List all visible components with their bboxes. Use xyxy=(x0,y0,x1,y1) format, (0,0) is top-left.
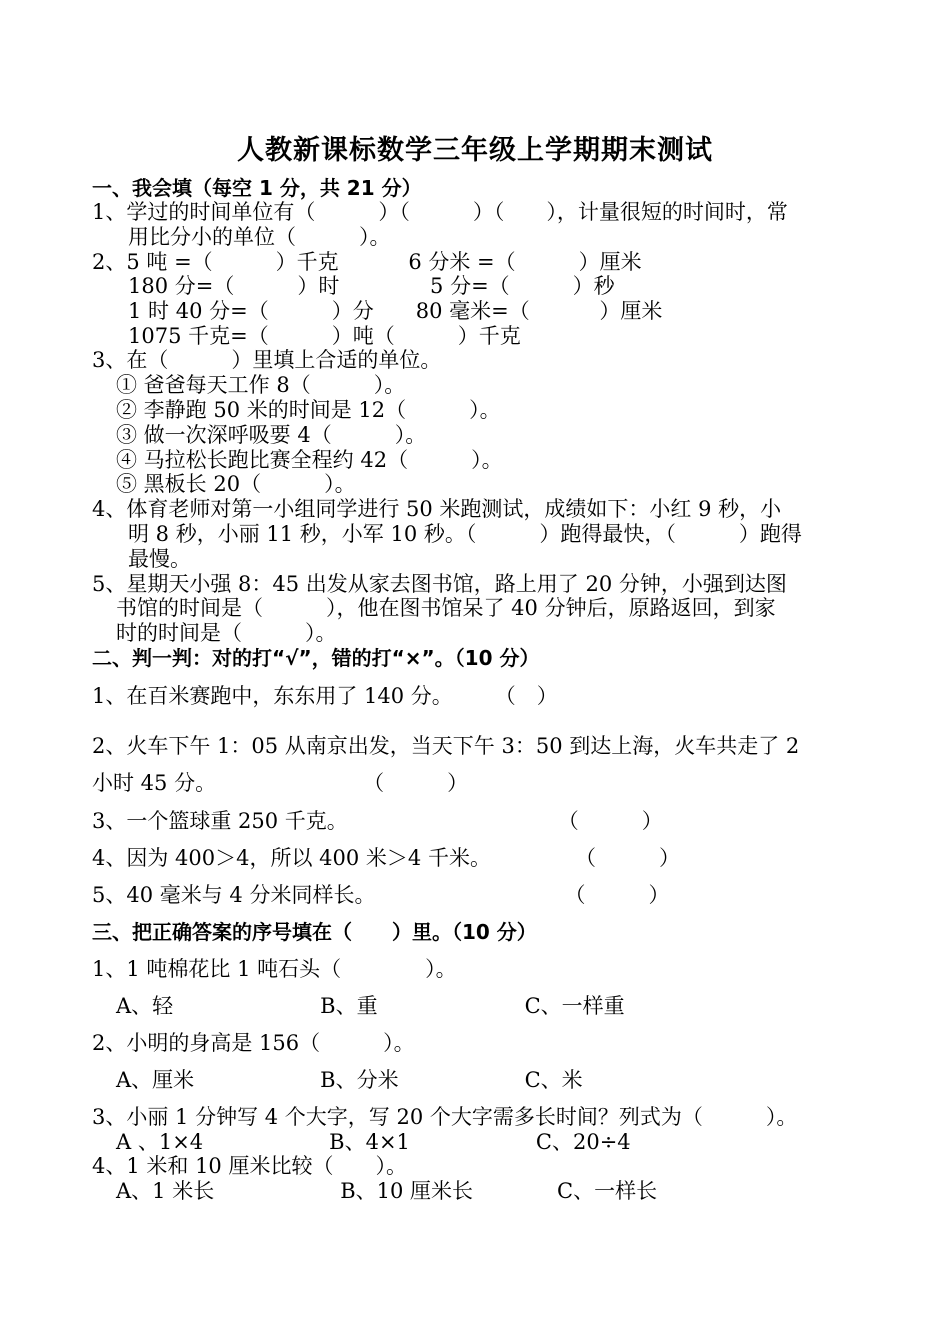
question-line: ② 李静跑 50 米的时间是 12（ ）。 xyxy=(116,398,501,422)
section-heading: 一、我会填（每空 1 分，共 21 分） xyxy=(92,176,422,200)
question-line: 4、1 米和 10 厘米比较（ ）。 xyxy=(92,1154,407,1178)
question-line: 5、星期天小强 8：45 出发从家去图书馆，路上用了 20 分钟，小强到达图 xyxy=(92,572,787,596)
question-line: 小时 45 分。 （ ） xyxy=(92,771,469,795)
section-heading: 三、把正确答案的序号填在（ ）里。（10 分） xyxy=(92,920,537,944)
question-line: 1、学过的时间单位有（ ）（ ）（ ），计量很短的时间时，常 xyxy=(92,200,788,224)
question-line: 4、因为 400＞4，所以 400 米＞4 千米。 （ ） xyxy=(92,846,680,870)
question-line: 明 8 秒，小丽 11 秒，小军 10 秒。（ ）跑得最快，（ ）跑得 xyxy=(128,522,802,546)
question-line: 用比分小的单位（ ）。 xyxy=(128,225,391,249)
question-line: A、厘米 B、分米 C、米 xyxy=(116,1068,583,1092)
question-line: 3、在（ ）里填上合适的单位。 xyxy=(92,348,442,372)
question-line: 3、小丽 1 分钟写 4 个大字，写 20 个大字需多长时间？列式为（ ）。 xyxy=(92,1105,798,1129)
question-line: 1、1 吨棉花比 1 吨石头（ ）。 xyxy=(92,957,457,981)
question-line: 3、一个篮球重 250 千克。 （ ） xyxy=(92,809,663,833)
question-line: 1075 千克=（ ）吨（ ）千克 xyxy=(128,324,521,348)
question-line: 1、在百米赛跑中，东东用了 140 分。 （ ） xyxy=(92,684,558,708)
question-line: ① 爸爸每天工作 8（ ）。 xyxy=(116,373,406,397)
question-line: 时的时间是（ ）。 xyxy=(116,621,337,645)
section-heading: 二、判一判：对的打“√”，错的打“×”。（10 分） xyxy=(92,646,540,670)
question-line: 最慢。 xyxy=(128,547,191,571)
question-line: 书馆的时间是（ ），他在图书馆呆了 40 分钟后，原路返回，到家 xyxy=(116,596,776,620)
question-line: 180 分=（ ）时 5 分=（ ）秒 xyxy=(128,274,615,298)
question-line: 2、5 吨 =（ ）千克 6 分米 =（ ）厘米 xyxy=(92,250,642,274)
question-line: 2、小明的身高是 156（ ）。 xyxy=(92,1031,415,1055)
page-title: 人教新课标数学三年级上学期期末测试 xyxy=(237,135,713,166)
question-line: 1 时 40 分=（ ）分 80 毫米=（ ）厘米 xyxy=(128,299,663,323)
question-line: 4、体育老师对第一小组同学进行 50 米跑测试，成绩如下：小红 9 秒，小 xyxy=(92,497,782,521)
question-line: A 、1×4 B、4×1 C、20÷4 xyxy=(116,1130,631,1154)
question-line: 5、40 毫米与 4 分米同样长。 （ ） xyxy=(92,883,670,907)
question-line: A、轻 B、重 C、一样重 xyxy=(116,994,625,1018)
question-line: 2、火车下午 1：05 从南京出发，当天下午 3：50 到达上海，火车共走了 2 xyxy=(92,734,800,758)
question-line: ⑤ 黑板长 20（ ）。 xyxy=(116,472,356,496)
question-line: A、1 米长 B、10 厘米长 C、一样长 xyxy=(116,1179,658,1203)
question-line: ③ 做一次深呼吸要 4（ ）。 xyxy=(116,423,427,447)
question-line: ④ 马拉松长跑比赛全程约 42（ ）。 xyxy=(116,448,503,472)
